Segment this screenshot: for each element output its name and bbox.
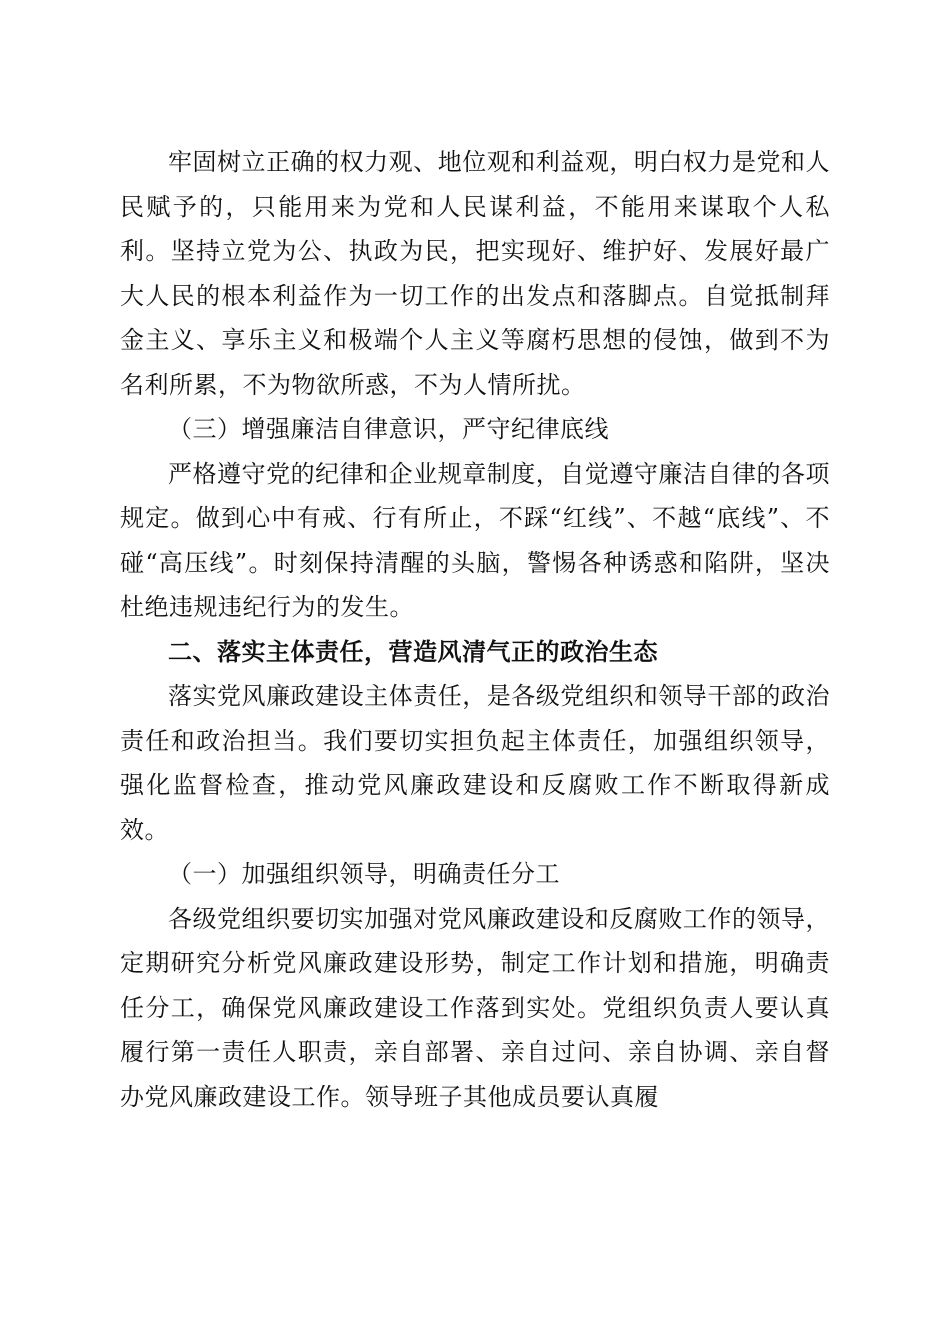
subheading-1: （一）加强组织领导，明确责任分工	[168, 860, 560, 888]
section-heading-2: 二、落实主体责任，营造风清气正的政治生态	[168, 637, 658, 666]
body-paragraph-2: 严格遵守党的纪律和企业规章制度，自觉遵守廉洁自律的各项规定。做到心中有戒、行有所止，不踩“红线”、不越“底线”、不碰“高压线”。时刻保持清醒的头脑，警惕各种诱惑和陷阱，坚决杜绝违规违纪行为的发生。	[120, 459, 830, 621]
body-paragraph-3: 落实党风廉政建设主体责任，是各级党组织和领导干部的政治责任和政治担当。我们要切实担负起主体责任，加强组织领导，强化监督检查，推动党风廉政建设和反腐败工作不断取得新成效。	[120, 682, 830, 844]
body-paragraph-1: 牢固树立正确的权力观、地位观和利益观，明白权力是党和人民赋予的，只能用来为党和人民谋利益，不能用来谋取个人私利。坚持立党为公、执政为民，把实现好、维护好、发展好最广大人民的根本利益作为一切工作的出发点和落脚点。自觉抵制拜金主义、享乐主义和极端个人主义等腐朽思想的侵蚀，做到不为名利所累，不为物欲所惑，不为人情所扰。	[120, 148, 830, 399]
subheading-3: （三）增强廉洁自律意识，严守纪律底线	[168, 415, 609, 443]
body-paragraph-4: 各级党组织要切实加强对党风廉政建设和反腐败工作的领导，定期研究分析党风廉政建设形势，制定工作计划和措施，明确责任分工，确保党风廉政建设工作落到实处。党组织负责人要认真履行第一责任人职责，亲自部署、亲自过问、亲自协调、亲自督办党风廉政建设工作。领导班子其他成员要认真履	[120, 904, 830, 1111]
document-body	[120, 140, 830, 1119]
